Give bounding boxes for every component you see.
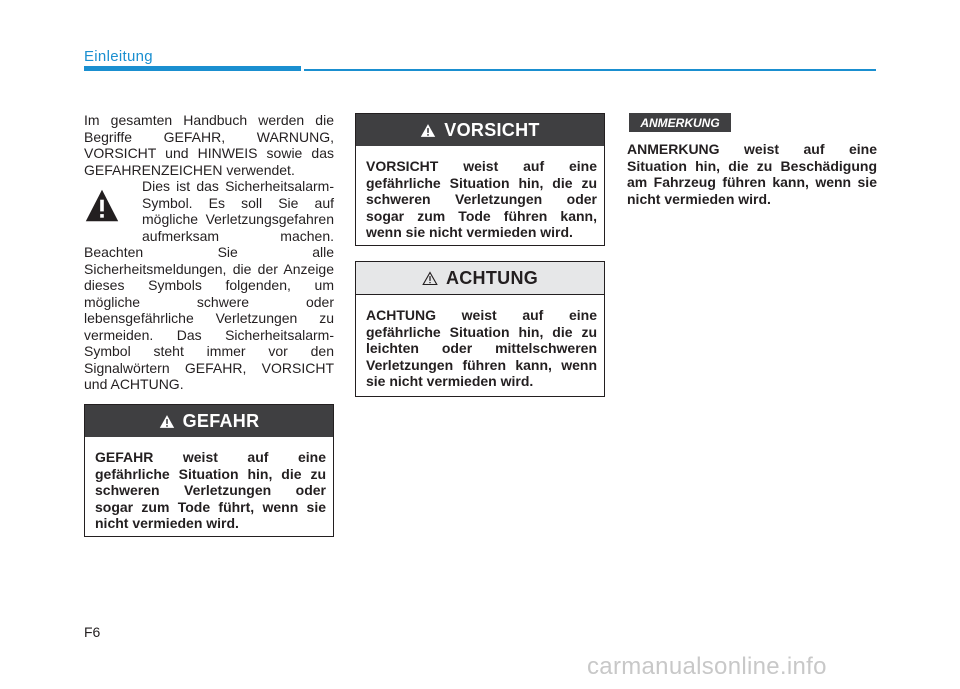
- anmerkung-paragraph: ANMERKUNG weist auf eine Situation hin, die zu Beschädigung am Fahrzeug führen kann, wenn sie nicht vermieden wird.: [627, 141, 877, 207]
- warning-triangle-outline-icon: [422, 271, 438, 286]
- achtung-box: [355, 261, 605, 397]
- anmerkung-label: ANMERKUNG: [629, 113, 731, 132]
- achtung-text: ACHTUNG weist auf eine gefährliche Situation hin, die zu leichten oder mittelschweren Verletzungen führen kann, wenn sie nicht vermieden wird.: [366, 307, 597, 389]
- header-rule-thin: [304, 69, 876, 71]
- gefahr-title: GEFAHR: [182, 410, 260, 431]
- gefahr-text: GEFAHR weist auf eine gefährliche Situation hin, die zu schweren Verletzungen oder sogar zum Tode führt, wenn sie nicht vermieden wird.: [95, 449, 326, 531]
- watermark: carmanualsonline.info: [587, 653, 827, 680]
- intro-paragraph: Im gesamten Handbuch werden die Begriffe GEFAHR, WARNUNG, VORSICHT und HINWEIS sowie das GEFAHRENZEICHEN verwendet.: [84, 112, 334, 178]
- vorsicht-box: [355, 113, 605, 246]
- safety-symbol-description: Dies ist das Sicherheitsalarm-Symbol. Es soll Sie auf mögliche Verletzungsgefahren aufmerksam machen. Beachten Sie alle Sicherheitsmeldungen, die der Anzeige dieses Symbols folgenden, um mögliche schwere oder lebensgefährliche Verletzungen zu vermeiden. Das Sicherheitsalarm-Symbol steht immer vor den Signalwörtern GEFAHR, VORSICHT und ACHTUNG.: [84, 178, 334, 392]
- warning-triangle-icon: [420, 123, 436, 138]
- warning-triangle-icon: [159, 414, 175, 429]
- achtung-title: ACHTUNG: [445, 267, 539, 288]
- gefahr-box: [84, 404, 334, 537]
- header-rule-thick: [84, 66, 301, 71]
- section-title: Einleitung: [84, 48, 153, 65]
- achtung-header: [356, 262, 604, 295]
- intro-text: [84, 112, 334, 393]
- anmerkung-text: [627, 141, 877, 207]
- page-number: F6: [84, 624, 101, 640]
- vorsicht-text: VORSICHT weist auf eine gefährliche Situation hin, die zu schweren Verletzungen oder sogar zum Tode führen kann, wenn sie nicht vermieden wird.: [366, 158, 597, 240]
- vorsicht-header: [356, 114, 604, 146]
- warning-triangle-icon: [84, 188, 120, 224]
- vorsicht-title: VORSICHT: [444, 119, 540, 140]
- gefahr-header: [85, 405, 333, 437]
